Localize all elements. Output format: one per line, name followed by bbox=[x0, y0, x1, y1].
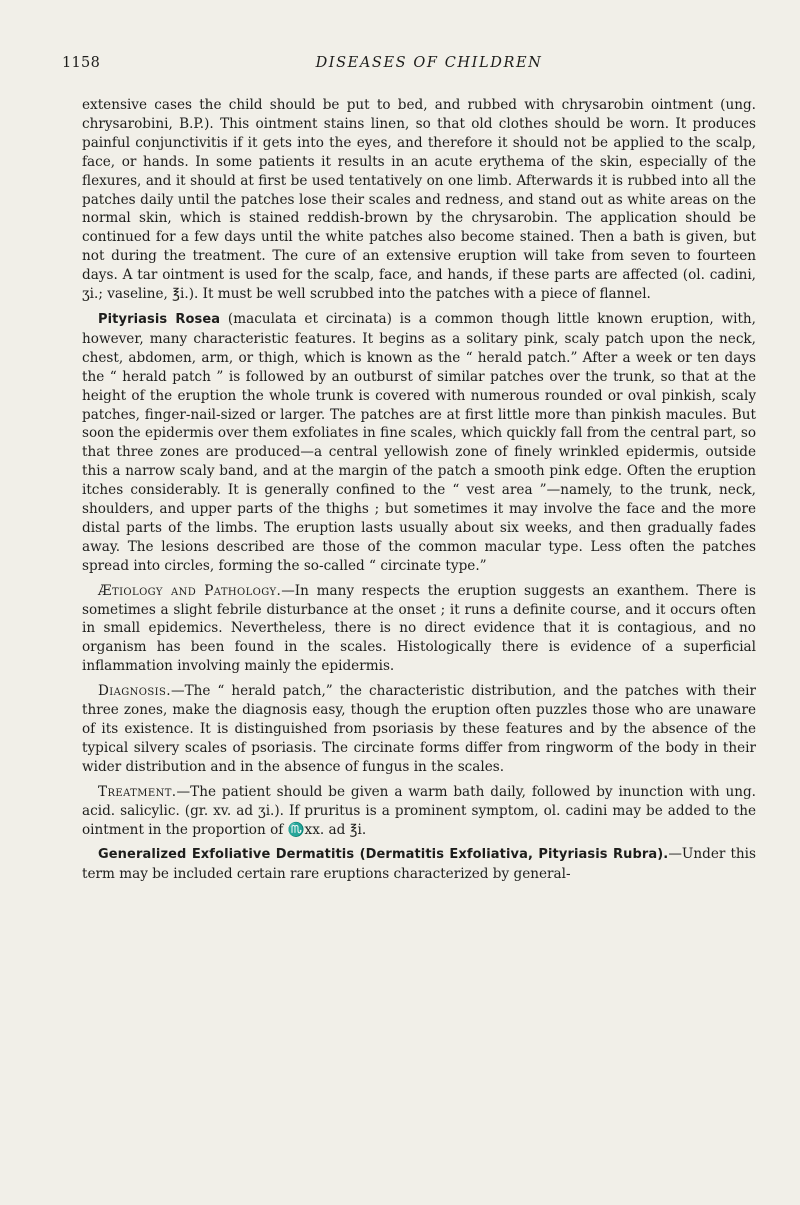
section-heading-pityriasis-rosea: Pityriasis Rosea bbox=[98, 311, 221, 327]
paragraph-exfoliative-dermatitis bbox=[82, 845, 756, 884]
running-head bbox=[62, 55, 756, 79]
paragraph-text: (maculata et circinata) is a common though little known eruption, with, however, many characteristic features. It begins as a solitary pink, scaly patch upon the neck, chest, abdomen, arm, or thigh, which is known as the “ herald patch.” After a week or ten days the “ herald patch ” is followed by an outburst of similar patches over the trunk, so that at the height of the eruption the whole trunk is covered with numerous rounded or oval pinkish, scaly patches, finger-nail-sized or larger. The patches are at first little more than pinkish macules. But soon the epidermis over them exfoliates in fine scales, which quickly fall from the central part, so that three zones are produced—a central yellowish zone of finely wrinkled epidermis, outside this a narrow scaly band, and at the margin of the patch a smooth pink edge. Often the eruption itches considerably. It is generally confined to the “ vest area ”—namely, to the trunk, neck, shoulders, and upper parts of the thighs ; but sometimes it may involve the face and the more distal parts of the limbs. The eruption lasts usually about six weeks, and then gradually fades away. The lesions described are those of the common macular type. Less often the patches spread into circles, forming the so-called “ circinate type.” bbox=[82, 310, 757, 574]
paragraph-chrysarobin-treatment bbox=[82, 96, 756, 304]
paragraph-text: —The “ herald patch,” the characteristic distribution, and the patches with their three zones, make the diagnosis easy, though the eruption often puzzles those who are unaware of its existence. It is distinguished from psoriasis by these features and by the absence of the typical silvery scales of psoriasis. The circinate forms differ from ringworm of the body in their wider distribution and in the absence of fungus in the scales. bbox=[82, 683, 756, 775]
subheading-treatment: Treatment. bbox=[98, 783, 177, 800]
running-title: DISEASES OF CHILDREN bbox=[315, 55, 543, 71]
body-text bbox=[82, 96, 756, 884]
paragraph-text: extensive cases the child should be put to bed, and rubbed with chrysarobin ointment (ung. chrysarobini, B.P.). This ointment stains linen, so that old clothes should be worn. It produces painful conjunctivitis if it gets into the eyes, and therefore it should not be applied to the scalp, face, or hands. In some patients it results in an acute erythema of the skin, especially of the flexures, and it should at first be used tentatively on one limb. Afterwards it is rubbed into all the patches daily until the patches lose their scales and redness, and stand out as white areas on the normal skin, which is stained reddish-brown by the chrysarobin. The application should be continued for a few days until the white patches also become stained. Then a bath is given, but not during the treatment. The cure of an extensive eruption will take from seven to fourteen days. A tar ointment is used for the scalp, face, and hands, if these parts are affected (ol. cadini, ʒi.; vaseline, ℥i.). It must be well scrubbed into the patches with a piece of flannel. bbox=[82, 97, 756, 303]
paragraph-diagnosis bbox=[82, 682, 756, 777]
paragraph-text: —In many respects the eruption suggests an exanthem. There is sometimes a slight febrile disturbance at the onset ; it runs a definite course, and it occurs often in small epidemics. Nevertheless, there is no direct evidence that it is contagious, and no organism has been found in the scales. Histologically there is evidence of a superficial inflammation involving mainly the epidermis. bbox=[82, 582, 756, 675]
paragraph-text: —The patient should be given a warm bath daily, followed by inunction with ung. acid. salicylic. (gr. xv. ad ʒi.). If pruritus is a prominent symptom, ol. cadini may be added to the ointment in the proportion of ♏xx. ad ℥i. bbox=[82, 783, 756, 838]
paragraph-text: —Under this term may be included certain rare eruptions characterized by general- bbox=[82, 846, 756, 883]
paragraph-aetiology bbox=[82, 582, 756, 677]
page-number: 1158 bbox=[62, 55, 101, 71]
section-heading-exfoliative-dermatitis: Generalized Exfoliative Dermatitis (Dermatitis Exfoliativa, Pityriasis Rubra). bbox=[98, 847, 669, 863]
paragraph-pityriasis-rosea bbox=[82, 310, 756, 576]
subheading-diagnosis: Diagnosis. bbox=[98, 683, 171, 700]
paragraph-treatment bbox=[82, 783, 756, 840]
subheading-aetiology: Ætiology and Pathology. bbox=[98, 582, 282, 599]
